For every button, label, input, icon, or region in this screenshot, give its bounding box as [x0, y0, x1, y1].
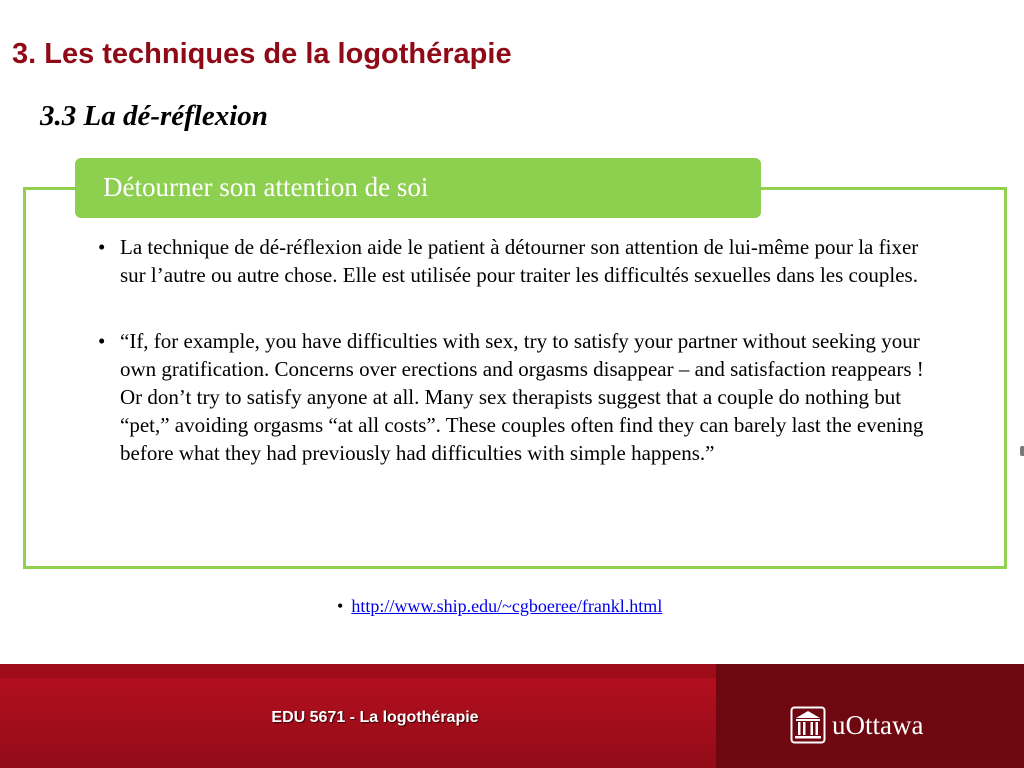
- university-building-icon: [790, 706, 826, 744]
- logo-text: uOttawa: [832, 709, 924, 740]
- bullet-item: [98, 327, 928, 467]
- source-line: [337, 596, 662, 617]
- source-link[interactable]: http://www.ship.edu/~cgboeree/frankl.html: [351, 596, 663, 616]
- bullet-icon: •: [98, 329, 106, 353]
- frame-label: Détourner son attention de soi: [75, 158, 761, 218]
- uottawa-logo: [790, 705, 923, 745]
- bullet-list: [98, 233, 928, 467]
- slide-subtitle: 3.3 La dé-réflexion: [40, 100, 268, 132]
- bullet-text: “If, for example, you have difficulties with sex, try to satisfy your partner without seeking your own gratification. Concerns over erections and orgasms disappear – and satisfaction reappears ! Or don’t try to satisfy anyone at all. Many sex therapists suggest that a couple do nothing but “pet,” avoiding orgasms “at all costs”. These couples often find they can barely last the evening before what they had previously had difficulties with simple happens.”: [120, 329, 924, 465]
- bullet-text: La technique de dé-réflexion aide le patient à détourner son attention de lui-même pour la fixer sur l’autre ou autre chose. Elle est utilisée pour traiter les difficultés sexuelles dans les couples.: [120, 235, 919, 287]
- edge-marker: [1020, 446, 1024, 456]
- slide-title: 3. Les techniques de la logothérapie: [12, 38, 512, 70]
- bullet-icon: •: [337, 596, 344, 616]
- course-label: EDU 5671 - La logothérapie: [271, 709, 479, 726]
- bullet-icon: •: [98, 235, 106, 259]
- bullet-item: [98, 233, 928, 289]
